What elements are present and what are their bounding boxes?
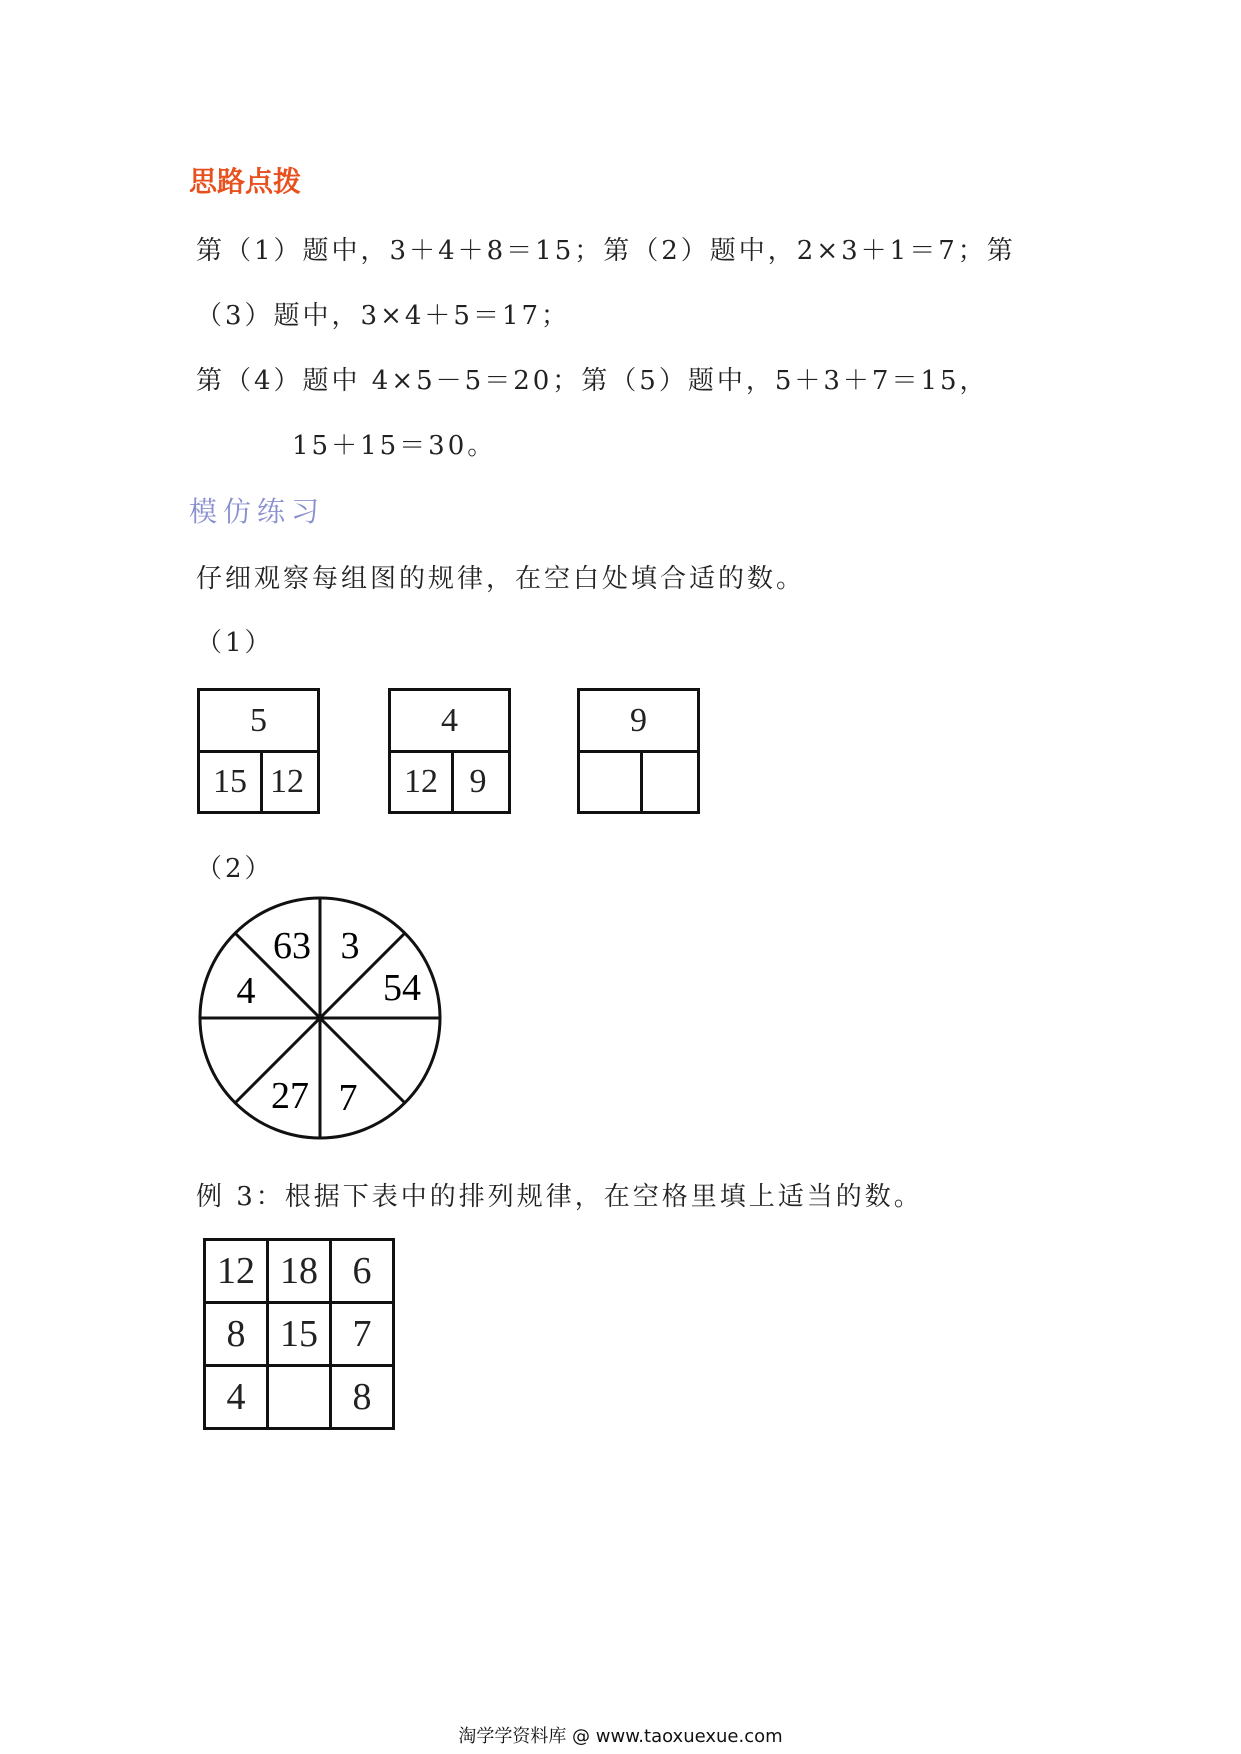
grid-cell: 15 [268, 1303, 331, 1366]
box-right-value: 12 [270, 763, 304, 800]
box-top-value: 5 [200, 691, 317, 753]
box-right-blank [637, 753, 697, 811]
box-right-value: 9 [469, 763, 487, 800]
number-grid [203, 1238, 395, 1430]
grid-row [205, 1303, 394, 1366]
part1-label: （1） [196, 628, 274, 658]
number-box-2 [388, 688, 511, 814]
grid-cell: 4 [205, 1366, 268, 1429]
example3-text: 例 3：根据下表中的排列规律，在空格里填上适当的数。 [196, 1182, 923, 1212]
instruction-text: 仔细观察每组图的规律，在空白处填合适的数。 [196, 564, 806, 594]
circle-number-3: 3 [340, 925, 360, 967]
circle-number-7: 7 [338, 1077, 358, 1119]
footer-watermark: 淘学学资料库 @ www.taoxuexue.com [458, 1726, 783, 1747]
number-box-3 [577, 688, 700, 814]
hint-line-1: 第（1）题中，3＋4＋8＝15；第（2）题中，2×3＋1＝7；第 [196, 236, 1016, 266]
grid-cell: 18 [268, 1240, 331, 1303]
part2-label: （2） [196, 854, 274, 884]
grid-cell: 8 [205, 1303, 268, 1366]
grid-cell: 6 [331, 1240, 394, 1303]
box-top-value: 9 [580, 691, 697, 753]
hint-line-2: （3）题中，3×4＋5＝17； [196, 301, 571, 331]
grid-cell-blank [268, 1366, 331, 1429]
hint-line-4: 15＋15＝30。 [292, 431, 497, 461]
grid-cell: 12 [205, 1240, 268, 1303]
number-box-1 [197, 688, 320, 814]
circle-number-63: 63 [273, 925, 311, 967]
grid-cell: 7 [331, 1303, 394, 1366]
box-top-value: 4 [391, 691, 508, 753]
hint-line-3: 第（4）题中 4×5－5＝20；第（5）题中，5＋3＋7＝15， [196, 366, 989, 396]
box-left-value: 12 [391, 753, 454, 811]
grid-row [205, 1240, 394, 1303]
practice-heading: 模仿练习 [189, 495, 326, 528]
circle-number-4: 4 [236, 970, 256, 1012]
circle-number-27: 27 [271, 1075, 309, 1117]
hint-heading: 思路点拨 [189, 165, 302, 198]
circle-number-54: 54 [383, 967, 421, 1009]
grid-row [205, 1366, 394, 1429]
box-left-blank [580, 753, 643, 811]
grid-cell: 8 [331, 1366, 394, 1429]
box-left-value: 15 [200, 753, 263, 811]
number-circle [190, 888, 450, 1148]
